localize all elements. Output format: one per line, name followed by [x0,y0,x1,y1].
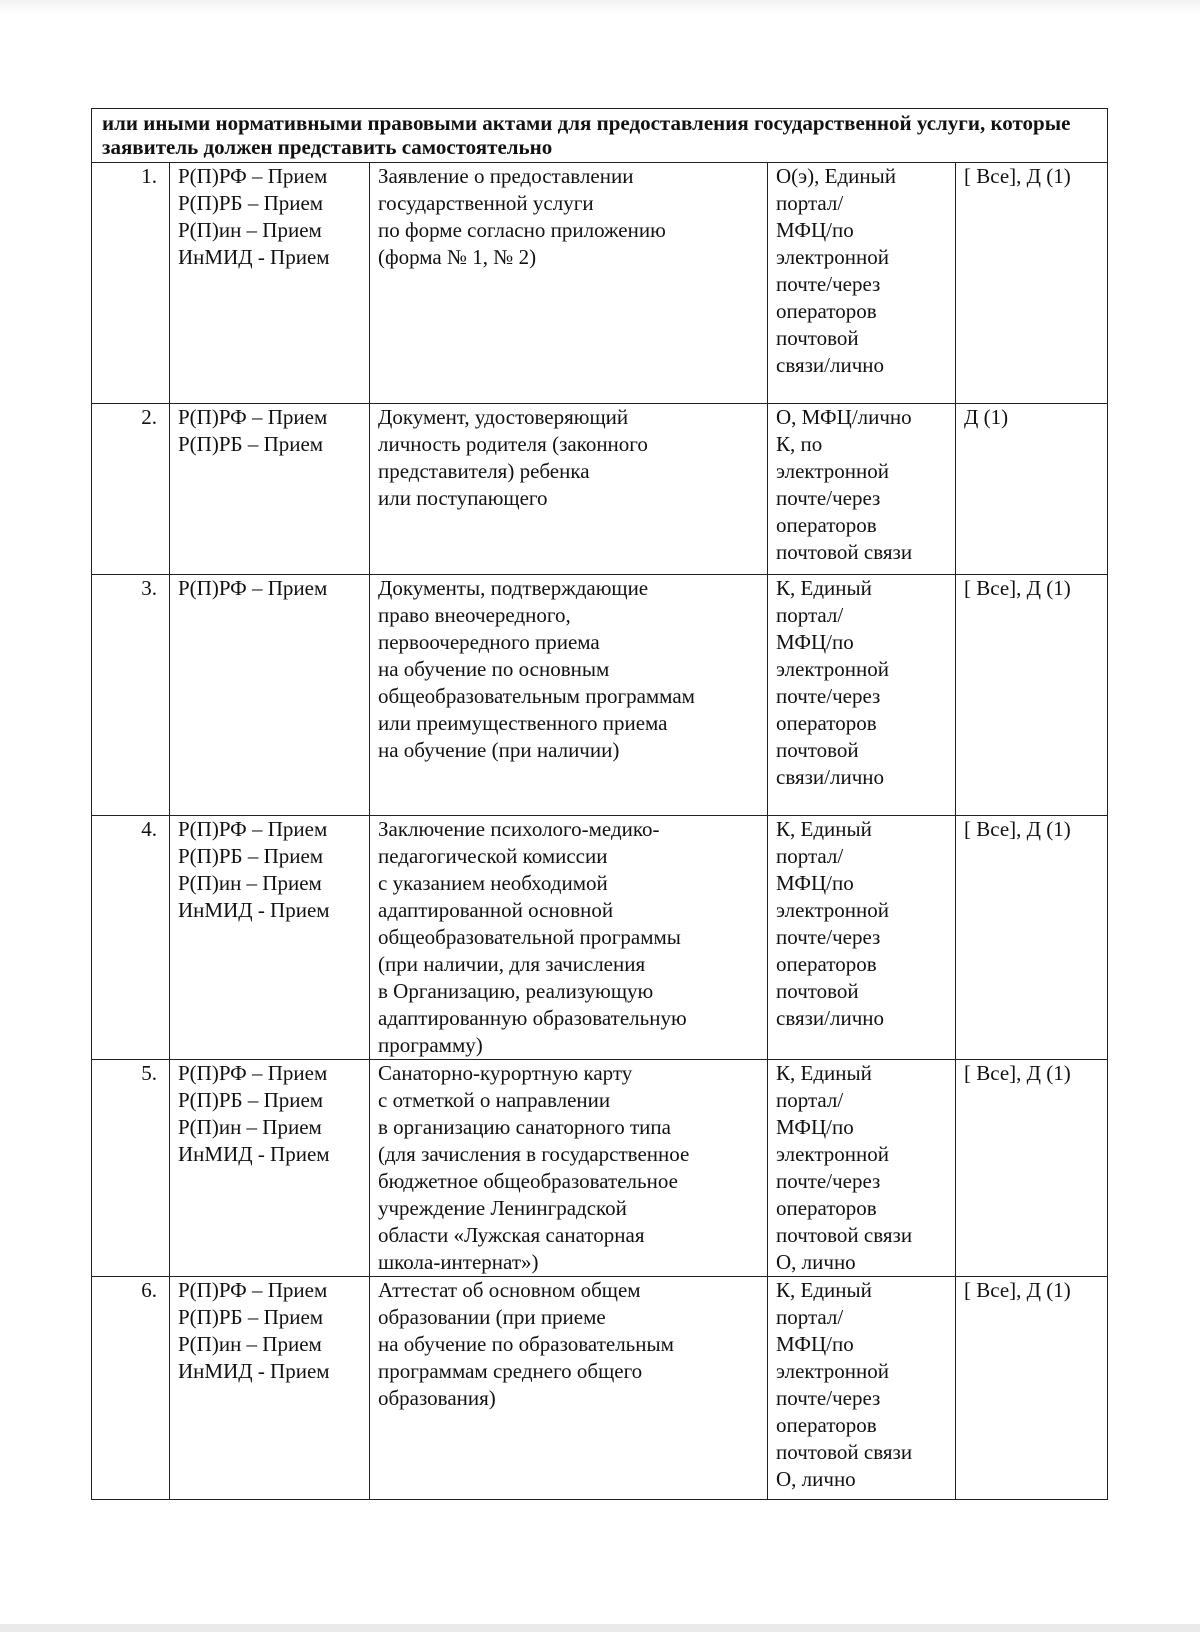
row-method: О, МФЦ/лично К, по электронной почте/через операторов почтовой связи [768,404,956,575]
table-header-text: или иными нормативными правовыми актами для предоставления государственной услуги, которые заявитель должен представить самостоятельно [92,109,1108,163]
row-note: Д (1) [956,404,1108,575]
row-number: 6. [92,1277,170,1500]
row-number: 5. [92,1060,170,1277]
row-number: 4. [92,816,170,1060]
row-document: Аттестат об основном общем образовании (при приеме на обучение по образовательным программам среднего общего образования) [370,1277,768,1500]
table-row [92,1277,1108,1500]
row-document: Заявление о предоставлении государственной услуги по форме согласно приложению (форма № 1, № 2) [370,163,768,404]
row-categories: Р(П)РФ – Прием Р(П)РБ – Прием Р(П)ин – Прием ИнМИД - Прием [170,1277,370,1500]
row-document: Документ, удостоверяющий личность родителя (законного представителя) ребенка или поступающего [370,404,768,575]
row-categories: Р(П)РФ – Прием [170,575,370,816]
row-note: [ Все], Д (1) [956,1060,1108,1277]
table-row [92,404,1108,575]
row-document: Санаторно-курортную карту с отметкой о направлении в организацию санаторного типа (для зачисления в государственное бюджетное общеобразовательное учреждение Ленинградской области «Лужская санаторная школа-интернат») [370,1060,768,1277]
row-categories: Р(П)РФ – Прием Р(П)РБ – Прием Р(П)ин – Прием ИнМИД - Прием [170,163,370,404]
scan-bottom-edge [0,1624,1200,1632]
row-categories: Р(П)РФ – Прием Р(П)РБ – Прием [170,404,370,575]
table-header-row [92,109,1108,163]
row-method: К, Единый портал/ МФЦ/по электронной почте/через операторов почтовой связи О, лично [768,1277,956,1500]
row-note: [ Все], Д (1) [956,1277,1108,1500]
row-document: Заключение психолого-медико- педагогической комиссии с указанием необходимой адаптированной основной общеобразовательной программы (при наличии, для зачисления в Организацию, реализующую адаптированную образовательную программу) [370,816,768,1060]
row-method: К, Единый портал/ МФЦ/по электронной почте/через операторов почтовой связи/лично [768,575,956,816]
scan-top-edge [0,0,1200,14]
row-method: К, Единый портал/ МФЦ/по электронной почте/через операторов почтовой связи О, лично [768,1060,956,1277]
table-row [92,816,1108,1060]
row-note: [ Все], Д (1) [956,575,1108,816]
row-document: Документы, подтверждающие право внеочередного, первоочередного приема на обучение по основным общеобразовательным программам или преимущественного приема на обучение (при наличии) [370,575,768,816]
documents-table [91,108,1108,1500]
table-row [92,575,1108,816]
row-categories: Р(П)РФ – Прием Р(П)РБ – Прием Р(П)ин – Прием ИнМИД - Прием [170,816,370,1060]
row-method: О(э), Единый портал/ МФЦ/по электронной почте/через операторов почтовой связи/лично [768,163,956,404]
row-number: 1. [92,163,170,404]
row-method: К, Единый портал/ МФЦ/по электронной почте/через операторов почтовой связи/лично [768,816,956,1060]
row-number: 3. [92,575,170,816]
row-number: 2. [92,404,170,575]
table-row [92,1060,1108,1277]
table-row [92,163,1108,404]
row-note: [ Все], Д (1) [956,163,1108,404]
row-note: [ Все], Д (1) [956,816,1108,1060]
row-categories: Р(П)РФ – Прием Р(П)РБ – Прием Р(П)ин – Прием ИнМИД - Прием [170,1060,370,1277]
